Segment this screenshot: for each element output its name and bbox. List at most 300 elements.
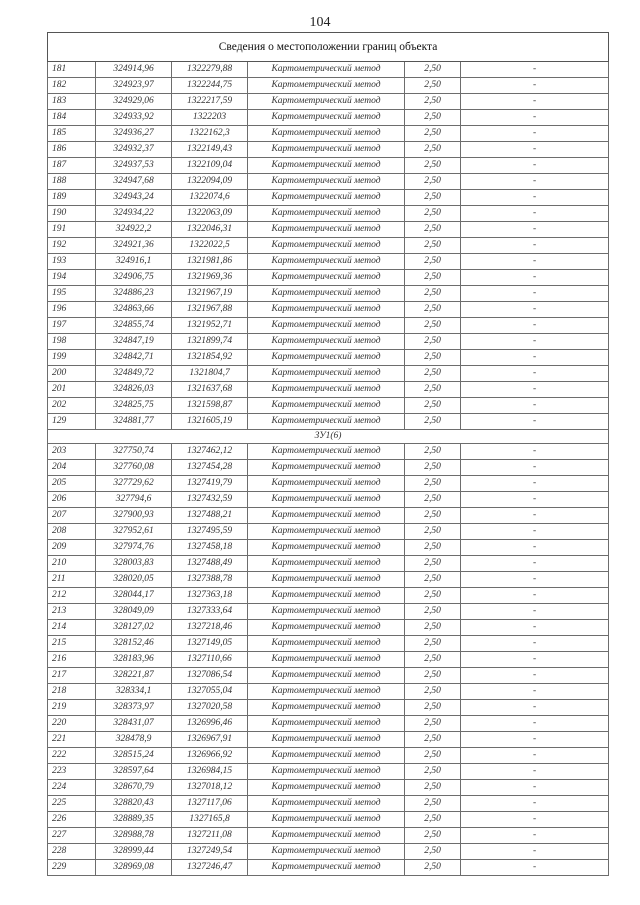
table-row	[48, 476, 609, 492]
note-cell: -	[461, 94, 609, 110]
table-row	[48, 174, 609, 190]
point-number-cell: 198	[48, 334, 96, 350]
x-coordinate-cell: 324825,75	[96, 398, 172, 414]
table-row	[48, 620, 609, 636]
method-cell: Картометрический метод	[248, 398, 405, 414]
point-number-cell: 205	[48, 476, 96, 492]
y-coordinate-cell: 1327388,78	[172, 572, 248, 588]
method-cell: Картометрический метод	[248, 142, 405, 158]
point-number-cell: 183	[48, 94, 96, 110]
x-coordinate-cell: 324947,68	[96, 174, 172, 190]
section-label: ЗУ1(6)	[48, 430, 609, 444]
note-cell: -	[461, 460, 609, 476]
point-number-cell: 215	[48, 636, 96, 652]
precision-cell: 2,50	[405, 318, 461, 334]
precision-cell: 2,50	[405, 844, 461, 860]
note-cell: -	[461, 286, 609, 302]
point-number-cell: 195	[48, 286, 96, 302]
precision-cell: 2,50	[405, 556, 461, 572]
y-coordinate-cell: 1322162,3	[172, 126, 248, 142]
method-cell: Картометрический метод	[248, 508, 405, 524]
x-coordinate-cell: 327952,61	[96, 524, 172, 540]
y-coordinate-cell: 1321804,7	[172, 366, 248, 382]
note-cell: -	[461, 732, 609, 748]
table-row	[48, 94, 609, 110]
method-cell: Картометрический метод	[248, 206, 405, 222]
note-cell: -	[461, 572, 609, 588]
table-row	[48, 460, 609, 476]
table-row	[48, 334, 609, 350]
y-coordinate-cell: 1321952,71	[172, 318, 248, 334]
method-cell: Картометрический метод	[248, 382, 405, 398]
table-row	[48, 588, 609, 604]
method-cell: Картометрический метод	[248, 460, 405, 476]
x-coordinate-cell: 327750,74	[96, 444, 172, 460]
point-number-cell: 181	[48, 62, 96, 78]
note-cell: -	[461, 174, 609, 190]
method-cell: Картометрический метод	[248, 668, 405, 684]
table-header-row	[48, 33, 609, 62]
table-row	[48, 190, 609, 206]
x-coordinate-cell: 324842,71	[96, 350, 172, 366]
method-cell: Картометрический метод	[248, 572, 405, 588]
y-coordinate-cell: 1327020,58	[172, 700, 248, 716]
precision-cell: 2,50	[405, 158, 461, 174]
y-coordinate-cell: 1327086,54	[172, 668, 248, 684]
method-cell: Картометрический метод	[248, 540, 405, 556]
method-cell: Картометрический метод	[248, 700, 405, 716]
table-row	[48, 716, 609, 732]
y-coordinate-cell: 1327249,54	[172, 844, 248, 860]
x-coordinate-cell: 324932,37	[96, 142, 172, 158]
note-cell: -	[461, 844, 609, 860]
table-row	[48, 414, 609, 430]
precision-cell: 2,50	[405, 524, 461, 540]
point-number-cell: 197	[48, 318, 96, 334]
x-coordinate-cell: 328478,9	[96, 732, 172, 748]
note-cell: -	[461, 652, 609, 668]
point-number-cell: 192	[48, 238, 96, 254]
x-coordinate-cell: 328020,05	[96, 572, 172, 588]
method-cell: Картометрический метод	[248, 414, 405, 430]
x-coordinate-cell: 327900,93	[96, 508, 172, 524]
method-cell: Картометрический метод	[248, 62, 405, 78]
point-number-cell: 214	[48, 620, 96, 636]
note-cell: -	[461, 350, 609, 366]
table-row	[48, 572, 609, 588]
method-cell: Картометрический метод	[248, 302, 405, 318]
y-coordinate-cell: 1327110,66	[172, 652, 248, 668]
precision-cell: 2,50	[405, 206, 461, 222]
y-coordinate-cell: 1321967,88	[172, 302, 248, 318]
point-number-cell: 207	[48, 508, 96, 524]
point-number-cell: 201	[48, 382, 96, 398]
y-coordinate-cell: 1322203	[172, 110, 248, 126]
point-number-cell: 216	[48, 652, 96, 668]
precision-cell: 2,50	[405, 382, 461, 398]
point-number-cell: 129	[48, 414, 96, 430]
y-coordinate-cell: 1322074,6	[172, 190, 248, 206]
y-coordinate-cell: 1327055,04	[172, 684, 248, 700]
note-cell: -	[461, 398, 609, 414]
x-coordinate-cell: 328431,07	[96, 716, 172, 732]
x-coordinate-cell: 324922,2	[96, 222, 172, 238]
note-cell: -	[461, 668, 609, 684]
note-cell: -	[461, 444, 609, 460]
table-row	[48, 270, 609, 286]
table-row	[48, 524, 609, 540]
precision-cell: 2,50	[405, 460, 461, 476]
point-number-cell: 218	[48, 684, 96, 700]
note-cell: -	[461, 812, 609, 828]
method-cell: Картометрический метод	[248, 812, 405, 828]
x-coordinate-cell: 324881,77	[96, 414, 172, 430]
x-coordinate-cell: 328515,24	[96, 748, 172, 764]
point-number-cell: 224	[48, 780, 96, 796]
table-row	[48, 62, 609, 78]
method-cell: Картометрический метод	[248, 444, 405, 460]
method-cell: Картометрический метод	[248, 174, 405, 190]
y-coordinate-cell: 1327419,79	[172, 476, 248, 492]
y-coordinate-cell: 1327117,06	[172, 796, 248, 812]
x-coordinate-cell: 328999,44	[96, 844, 172, 860]
x-coordinate-cell: 324906,75	[96, 270, 172, 286]
precision-cell: 2,50	[405, 732, 461, 748]
precision-cell: 2,50	[405, 398, 461, 414]
note-cell: -	[461, 318, 609, 334]
note-cell: -	[461, 206, 609, 222]
precision-cell: 2,50	[405, 748, 461, 764]
point-number-cell: 213	[48, 604, 96, 620]
x-coordinate-cell: 324934,22	[96, 206, 172, 222]
precision-cell: 2,50	[405, 222, 461, 238]
precision-cell: 2,50	[405, 716, 461, 732]
x-coordinate-cell: 324923,97	[96, 78, 172, 94]
table-row	[48, 732, 609, 748]
y-coordinate-cell: 1327018,12	[172, 780, 248, 796]
y-coordinate-cell: 1322046,31	[172, 222, 248, 238]
note-cell: -	[461, 366, 609, 382]
x-coordinate-cell: 328373,97	[96, 700, 172, 716]
method-cell: Картометрический метод	[248, 190, 405, 206]
precision-cell: 2,50	[405, 636, 461, 652]
method-cell: Картометрический метод	[248, 604, 405, 620]
point-number-cell: 222	[48, 748, 96, 764]
precision-cell: 2,50	[405, 668, 461, 684]
note-cell: -	[461, 382, 609, 398]
point-number-cell: 217	[48, 668, 96, 684]
method-cell: Картометрический метод	[248, 828, 405, 844]
method-cell: Картометрический метод	[248, 350, 405, 366]
y-coordinate-cell: 1321598,87	[172, 398, 248, 414]
table-row	[48, 604, 609, 620]
page-number: 104	[309, 15, 331, 30]
table-row	[48, 508, 609, 524]
y-coordinate-cell: 1322149,43	[172, 142, 248, 158]
method-cell: Картометрический метод	[248, 158, 405, 174]
method-cell: Картометрический метод	[248, 636, 405, 652]
point-number-cell: 182	[48, 78, 96, 94]
table-row	[48, 398, 609, 414]
point-number-cell: 204	[48, 460, 96, 476]
y-coordinate-cell: 1321899,74	[172, 334, 248, 350]
precision-cell: 2,50	[405, 302, 461, 318]
table-row	[48, 444, 609, 460]
precision-cell: 2,50	[405, 270, 461, 286]
x-coordinate-cell: 328152,46	[96, 636, 172, 652]
point-number-cell: 190	[48, 206, 96, 222]
precision-cell: 2,50	[405, 174, 461, 190]
note-cell: -	[461, 620, 609, 636]
x-coordinate-cell: 324855,74	[96, 318, 172, 334]
point-number-cell: 185	[48, 126, 96, 142]
table-row	[48, 206, 609, 222]
boundary-coordinates-table	[47, 32, 609, 876]
precision-cell: 2,50	[405, 764, 461, 780]
point-number-cell: 212	[48, 588, 96, 604]
precision-cell: 2,50	[405, 142, 461, 158]
x-coordinate-cell: 324937,53	[96, 158, 172, 174]
table-row	[48, 796, 609, 812]
precision-cell: 2,50	[405, 366, 461, 382]
point-number-cell: 196	[48, 302, 96, 318]
note-cell: -	[461, 222, 609, 238]
note-cell: -	[461, 780, 609, 796]
y-coordinate-cell: 1327218,46	[172, 620, 248, 636]
x-coordinate-cell: 328820,43	[96, 796, 172, 812]
x-coordinate-cell: 324826,03	[96, 382, 172, 398]
precision-cell: 2,50	[405, 110, 461, 126]
table-row	[48, 126, 609, 142]
x-coordinate-cell: 324863,66	[96, 302, 172, 318]
note-cell: -	[461, 158, 609, 174]
point-number-cell: 187	[48, 158, 96, 174]
method-cell: Картометрический метод	[248, 524, 405, 540]
note-cell: -	[461, 334, 609, 350]
precision-cell: 2,50	[405, 540, 461, 556]
y-coordinate-cell: 1327149,05	[172, 636, 248, 652]
precision-cell: 2,50	[405, 350, 461, 366]
x-coordinate-cell: 324849,72	[96, 366, 172, 382]
x-coordinate-cell: 324929,06	[96, 94, 172, 110]
table-title: Сведения о местоположении границ объекта	[48, 33, 609, 62]
table-row	[48, 764, 609, 780]
x-coordinate-cell: 328889,35	[96, 812, 172, 828]
y-coordinate-cell: 1327246,47	[172, 860, 248, 876]
point-number-cell: 211	[48, 572, 96, 588]
point-number-cell: 184	[48, 110, 96, 126]
point-number-cell: 186	[48, 142, 96, 158]
y-coordinate-cell: 1321981,86	[172, 254, 248, 270]
x-coordinate-cell: 328127,02	[96, 620, 172, 636]
note-cell: -	[461, 62, 609, 78]
point-number-cell: 203	[48, 444, 96, 460]
note-cell: -	[461, 828, 609, 844]
y-coordinate-cell: 1326996,46	[172, 716, 248, 732]
note-cell: -	[461, 860, 609, 876]
x-coordinate-cell: 328334,1	[96, 684, 172, 700]
x-coordinate-cell: 324921,36	[96, 238, 172, 254]
note-cell: -	[461, 302, 609, 318]
point-number-cell: 226	[48, 812, 96, 828]
method-cell: Картометрический метод	[248, 366, 405, 382]
note-cell: -	[461, 190, 609, 206]
note-cell: -	[461, 556, 609, 572]
precision-cell: 2,50	[405, 700, 461, 716]
note-cell: -	[461, 684, 609, 700]
x-coordinate-cell: 328988,78	[96, 828, 172, 844]
method-cell: Картометрический метод	[248, 556, 405, 572]
method-cell: Картометрический метод	[248, 286, 405, 302]
table-row	[48, 780, 609, 796]
method-cell: Картометрический метод	[248, 334, 405, 350]
y-coordinate-cell: 1321637,68	[172, 382, 248, 398]
precision-cell: 2,50	[405, 286, 461, 302]
precision-cell: 2,50	[405, 94, 461, 110]
table-row	[48, 286, 609, 302]
x-coordinate-cell: 327974,76	[96, 540, 172, 556]
method-cell: Картометрический метод	[248, 78, 405, 94]
table-row	[48, 254, 609, 270]
method-cell: Картометрический метод	[248, 716, 405, 732]
point-number-cell: 199	[48, 350, 96, 366]
x-coordinate-cell: 327794,6	[96, 492, 172, 508]
y-coordinate-cell: 1322094,09	[172, 174, 248, 190]
point-number-cell: 210	[48, 556, 96, 572]
note-cell: -	[461, 540, 609, 556]
method-cell: Картометрический метод	[248, 254, 405, 270]
precision-cell: 2,50	[405, 334, 461, 350]
y-coordinate-cell: 1327432,59	[172, 492, 248, 508]
note-cell: -	[461, 588, 609, 604]
table-row	[48, 158, 609, 174]
y-coordinate-cell: 1322244,75	[172, 78, 248, 94]
note-cell: -	[461, 254, 609, 270]
point-number-cell: 219	[48, 700, 96, 716]
note-cell: -	[461, 636, 609, 652]
point-number-cell: 209	[48, 540, 96, 556]
x-coordinate-cell: 328670,79	[96, 780, 172, 796]
note-cell: -	[461, 796, 609, 812]
precision-cell: 2,50	[405, 604, 461, 620]
precision-cell: 2,50	[405, 588, 461, 604]
point-number-cell: 208	[48, 524, 96, 540]
precision-cell: 2,50	[405, 492, 461, 508]
precision-cell: 2,50	[405, 62, 461, 78]
method-cell: Картометрический метод	[248, 732, 405, 748]
table-row	[48, 828, 609, 844]
table-row	[48, 844, 609, 860]
y-coordinate-cell: 1322022,5	[172, 238, 248, 254]
note-cell: -	[461, 110, 609, 126]
table-row	[48, 302, 609, 318]
y-coordinate-cell: 1327165,8	[172, 812, 248, 828]
precision-cell: 2,50	[405, 828, 461, 844]
precision-cell: 2,50	[405, 860, 461, 876]
method-cell: Картометрический метод	[248, 796, 405, 812]
precision-cell: 2,50	[405, 190, 461, 206]
y-coordinate-cell: 1322217,59	[172, 94, 248, 110]
point-number-cell: 206	[48, 492, 96, 508]
method-cell: Картометрический метод	[248, 492, 405, 508]
point-number-cell: 193	[48, 254, 96, 270]
table-row	[48, 540, 609, 556]
precision-cell: 2,50	[405, 414, 461, 430]
method-cell: Картометрический метод	[248, 764, 405, 780]
table-row	[48, 222, 609, 238]
x-coordinate-cell: 324916,1	[96, 254, 172, 270]
point-number-cell: 220	[48, 716, 96, 732]
x-coordinate-cell: 324943,24	[96, 190, 172, 206]
precision-cell: 2,50	[405, 780, 461, 796]
point-number-cell: 189	[48, 190, 96, 206]
note-cell: -	[461, 764, 609, 780]
note-cell: -	[461, 508, 609, 524]
y-coordinate-cell: 1321967,19	[172, 286, 248, 302]
precision-cell: 2,50	[405, 254, 461, 270]
method-cell: Картометрический метод	[248, 652, 405, 668]
method-cell: Картометрический метод	[248, 844, 405, 860]
point-number-cell: 221	[48, 732, 96, 748]
table-row	[48, 238, 609, 254]
table-row	[48, 748, 609, 764]
point-number-cell: 194	[48, 270, 96, 286]
x-coordinate-cell: 328003,83	[96, 556, 172, 572]
method-cell: Картометрический метод	[248, 110, 405, 126]
y-coordinate-cell: 1321854,92	[172, 350, 248, 366]
note-cell: -	[461, 700, 609, 716]
table-row	[48, 366, 609, 382]
method-cell: Картометрический метод	[248, 94, 405, 110]
method-cell: Картометрический метод	[248, 270, 405, 286]
point-number-cell: 227	[48, 828, 96, 844]
x-coordinate-cell: 328221,87	[96, 668, 172, 684]
precision-cell: 2,50	[405, 684, 461, 700]
method-cell: Картометрический метод	[248, 222, 405, 238]
table-row	[48, 318, 609, 334]
section-row	[48, 430, 609, 444]
point-number-cell: 191	[48, 222, 96, 238]
x-coordinate-cell: 327760,08	[96, 460, 172, 476]
table-row	[48, 110, 609, 126]
method-cell: Картометрический метод	[248, 126, 405, 142]
precision-cell: 2,50	[405, 508, 461, 524]
note-cell: -	[461, 748, 609, 764]
note-cell: -	[461, 476, 609, 492]
table-row	[48, 812, 609, 828]
y-coordinate-cell: 1327363,18	[172, 588, 248, 604]
method-cell: Картометрический метод	[248, 588, 405, 604]
note-cell: -	[461, 716, 609, 732]
x-coordinate-cell: 328044,17	[96, 588, 172, 604]
y-coordinate-cell: 1326967,91	[172, 732, 248, 748]
x-coordinate-cell: 328597,64	[96, 764, 172, 780]
method-cell: Картометрический метод	[248, 476, 405, 492]
note-cell: -	[461, 604, 609, 620]
method-cell: Картометрический метод	[248, 748, 405, 764]
y-coordinate-cell: 1327333,64	[172, 604, 248, 620]
table-row	[48, 382, 609, 398]
y-coordinate-cell: 1327488,49	[172, 556, 248, 572]
precision-cell: 2,50	[405, 476, 461, 492]
precision-cell: 2,50	[405, 796, 461, 812]
y-coordinate-cell: 1321605,19	[172, 414, 248, 430]
x-coordinate-cell: 328049,09	[96, 604, 172, 620]
y-coordinate-cell: 1326966,92	[172, 748, 248, 764]
table-row	[48, 142, 609, 158]
note-cell: -	[461, 492, 609, 508]
table-row	[48, 700, 609, 716]
